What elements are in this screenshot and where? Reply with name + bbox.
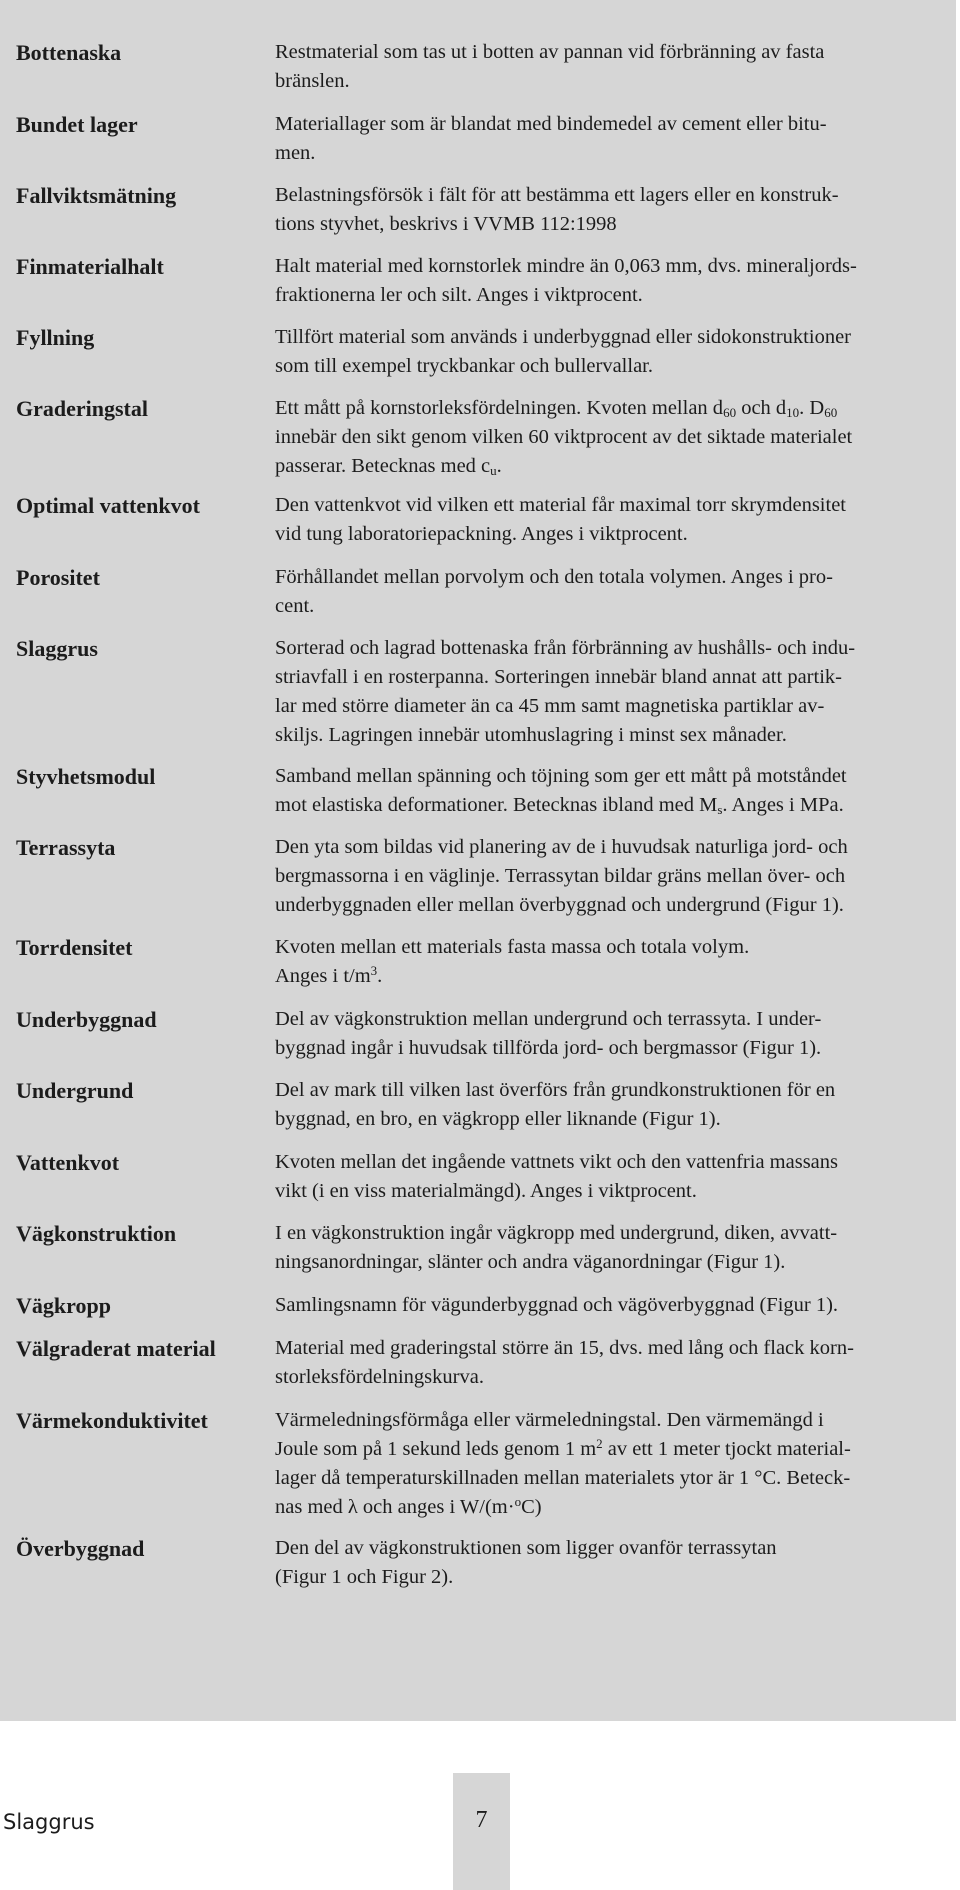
definition-line: bergmassorna i en väglinje. Terrassytan bildar gräns mellan över- och — [275, 865, 846, 887]
definition-line: lager då temperaturskillnaden mellan materialets ytor är 1 °C. Beteck- — [275, 1467, 851, 1489]
definition-line — [275, 962, 951, 991]
subscript: 60 — [723, 405, 737, 420]
definition-line: striavfall i en rosterpanna. Sorteringen innebär bland annat att partik- — [275, 666, 842, 688]
glossary-term: Terrassyta — [16, 835, 116, 860]
glossary-term: Värmekonduktivitet — [16, 1408, 208, 1433]
definition-line: ningsanordningar, slänter och andra väganordningar (Figur 1). — [275, 1251, 786, 1273]
definition-line: bränslen. — [275, 70, 350, 92]
definition-line — [275, 452, 951, 481]
page-number: 7 — [475, 1807, 488, 1833]
definition-line: byggnad, en bro, en vägkropp eller liknande (Figur 1). — [275, 1108, 721, 1130]
glossary-definition — [275, 1291, 951, 1320]
definition-line: (Figur 1 och Figur 2). — [275, 1566, 454, 1588]
text-run: . D — [799, 397, 825, 419]
definition-line: storleksfördelningskurva. — [275, 1366, 484, 1388]
definition-line — [275, 394, 951, 423]
definition-line: men. — [275, 142, 316, 164]
superscript: 3 — [370, 963, 378, 978]
glossary-definition — [275, 1219, 951, 1277]
text-run: . — [377, 965, 383, 987]
glossary-definition — [275, 634, 951, 750]
glossary-definition — [275, 38, 951, 96]
definition-line: Del av mark till vilken last överförs från grundkonstruktionen för en — [275, 1079, 836, 1101]
glossary-definition — [275, 1005, 951, 1063]
definition-line — [275, 1493, 951, 1522]
definition-line: Belastningsförsök i fält för att bestämma ett lagers eller en konstruk- — [275, 184, 839, 206]
glossary-definition — [275, 933, 951, 991]
definition-line: Den yta som bildas vid planering av de i huvudsak naturliga jord- och — [275, 836, 848, 858]
glossary-term: Vattenkvot — [16, 1150, 120, 1175]
glossary-term: Slaggrus — [16, 636, 98, 661]
definition-line: vid tung laboratoriepackning. Anges i viktprocent. — [275, 523, 688, 545]
definition-line: underbyggnaden eller mellan överbyggnad och undergrund (Figur 1). — [275, 894, 844, 916]
glossary-term: Optimal vattenkvot — [16, 493, 200, 518]
text-run: C) — [521, 1496, 542, 1518]
glossary-term: Bottenaska — [16, 40, 122, 65]
definition-line: Förhållandet mellan porvolym och den totala volymen. Anges i pro- — [275, 566, 833, 588]
glossary-definition — [275, 563, 951, 621]
definition-line: tions styvhet, beskrivs i VVMB 112:1998 — [275, 213, 617, 235]
definition-line: Kvoten mellan det ingående vattnets vikt och den vattenfria massans — [275, 1151, 839, 1173]
definition-line: Tillfört material som används i underbyggnad eller sidokonstruktioner — [275, 326, 851, 348]
text-run: Ett mått på kornstorleksfördelningen. Kvoten mellan d — [275, 397, 724, 419]
superscript: o — [514, 1494, 522, 1509]
glossary-term: Graderingstal — [16, 396, 148, 421]
glossary-term: Överbyggnad — [16, 1536, 145, 1561]
definition-line: som till exempel tryckbankar och bullervallar. — [275, 355, 653, 377]
glossary-term: Undergrund — [16, 1078, 134, 1103]
glossary-definition — [275, 1076, 951, 1134]
definition-line: lar med större diameter än ca 45 mm samt magnetiska partiklar av- — [275, 695, 825, 717]
superscript: 2 — [596, 1436, 603, 1451]
page-number-box — [453, 1773, 510, 1890]
definition-line: Värmeledningsförmåga eller värmeledningstal. Den värmemängd i — [275, 1409, 824, 1431]
glossary-term: Bundet lager — [16, 112, 138, 137]
definition-line: Den del av vägkonstruktionen som ligger ovanför terrassytan — [275, 1537, 777, 1559]
glossary-term: Vägkropp — [16, 1293, 111, 1318]
definition-line: Halt material med kornstorlek mindre än 0,063 mm, dvs. mineraljords- — [275, 255, 857, 277]
glossary-term: Styvhetsmodul — [16, 764, 156, 789]
glossary-term: Fallviktsmätning — [16, 183, 177, 208]
text-run: Anges i t/m — [275, 965, 371, 987]
glossary-definition — [275, 323, 951, 381]
definition-line: Del av vägkonstruktion mellan undergrund och terrassyta. I under- — [275, 1008, 822, 1030]
glossary-definition — [275, 1406, 951, 1522]
text-run: nas med λ och anges i W/(m· — [275, 1496, 515, 1518]
definition-line: Restmaterial som tas ut i botten av pannan vid förbränning av fasta — [275, 41, 825, 63]
definition-line: Material med graderingstal större än 15, dvs. med lång och flack korn- — [275, 1337, 854, 1359]
glossary-definition — [275, 1534, 951, 1592]
definition-line: Materiallager som är blandat med bindemedel av cement eller bitu- — [275, 113, 827, 135]
glossary-definition — [275, 252, 951, 310]
definition-line — [275, 791, 951, 820]
definition-line: Samband mellan spänning och töjning som ger ett mått på motståndet — [275, 765, 847, 787]
text-run: och d — [736, 397, 787, 419]
definition-line: Samlingsnamn för vägunderbyggnad och vägöverbyggnad (Figur 1). — [275, 1294, 839, 1316]
definition-line: byggnad ingår i huvudsak tillförda jord- och bergmassor (Figur 1). — [275, 1037, 822, 1059]
glossary-term: Finmaterialhalt — [16, 254, 164, 279]
glossary-term: Vägkonstruktion — [16, 1221, 177, 1246]
glossary-term: Välgraderat material — [16, 1336, 216, 1361]
definition-line: vikt (i en viss materialmängd). Anges i viktprocent. — [275, 1180, 697, 1202]
glossary-definition — [275, 1334, 951, 1392]
text-run: . — [496, 455, 502, 477]
text-run: mot elastiska deformationer. Betecknas ibland med M — [275, 794, 718, 816]
text-run: Joule som på 1 sekund leds genom 1 m — [275, 1438, 597, 1460]
glossary-term: Torrdensitet — [16, 935, 133, 960]
text-run: passerar. Betecknas med c — [275, 455, 491, 477]
glossary-definition — [275, 762, 951, 820]
definition-line: skiljs. Lagringen innebär utomhuslagring i minst sex månader. — [275, 724, 787, 746]
text-run: . Anges i MPa. — [722, 794, 844, 816]
glossary-definition — [275, 1148, 951, 1206]
subscript: u — [490, 463, 497, 478]
footer-section-label: Slaggrus — [3, 1810, 95, 1834]
definition-line: fraktionerna ler och silt. Anges i viktprocent. — [275, 284, 643, 306]
glossary-term: Porositet — [16, 565, 100, 590]
definition-line: cent. — [275, 595, 315, 617]
glossary-definition — [275, 394, 951, 481]
glossary-definition — [275, 181, 951, 239]
subscript: 10 — [786, 405, 800, 420]
definition-line — [275, 1435, 951, 1464]
definition-line: Den vattenkvot vid vilken ett material får maximal torr skrymdensitet — [275, 494, 846, 516]
glossary-definition — [275, 110, 951, 168]
definition-line: Sorterad och lagrad bottenaska från förbränning av hushålls- och indu- — [275, 637, 856, 659]
subscript: s — [717, 802, 723, 817]
glossary-term: Fyllning — [16, 325, 95, 350]
definition-line: innebär den sikt genom vilken 60 viktprocent av det siktade materialet — [275, 426, 853, 448]
definition-line: I en vägkonstruktion ingår vägkropp med undergrund, diken, avvatt- — [275, 1222, 838, 1244]
glossary-term: Underbyggnad — [16, 1007, 157, 1032]
subscript: 60 — [824, 405, 838, 420]
definition-line: Kvoten mellan ett materials fasta massa och totala volym. — [275, 936, 750, 958]
glossary-definition — [275, 833, 951, 920]
glossary-definition — [275, 491, 951, 549]
text-run: av ett 1 meter tjockt material- — [602, 1438, 851, 1460]
